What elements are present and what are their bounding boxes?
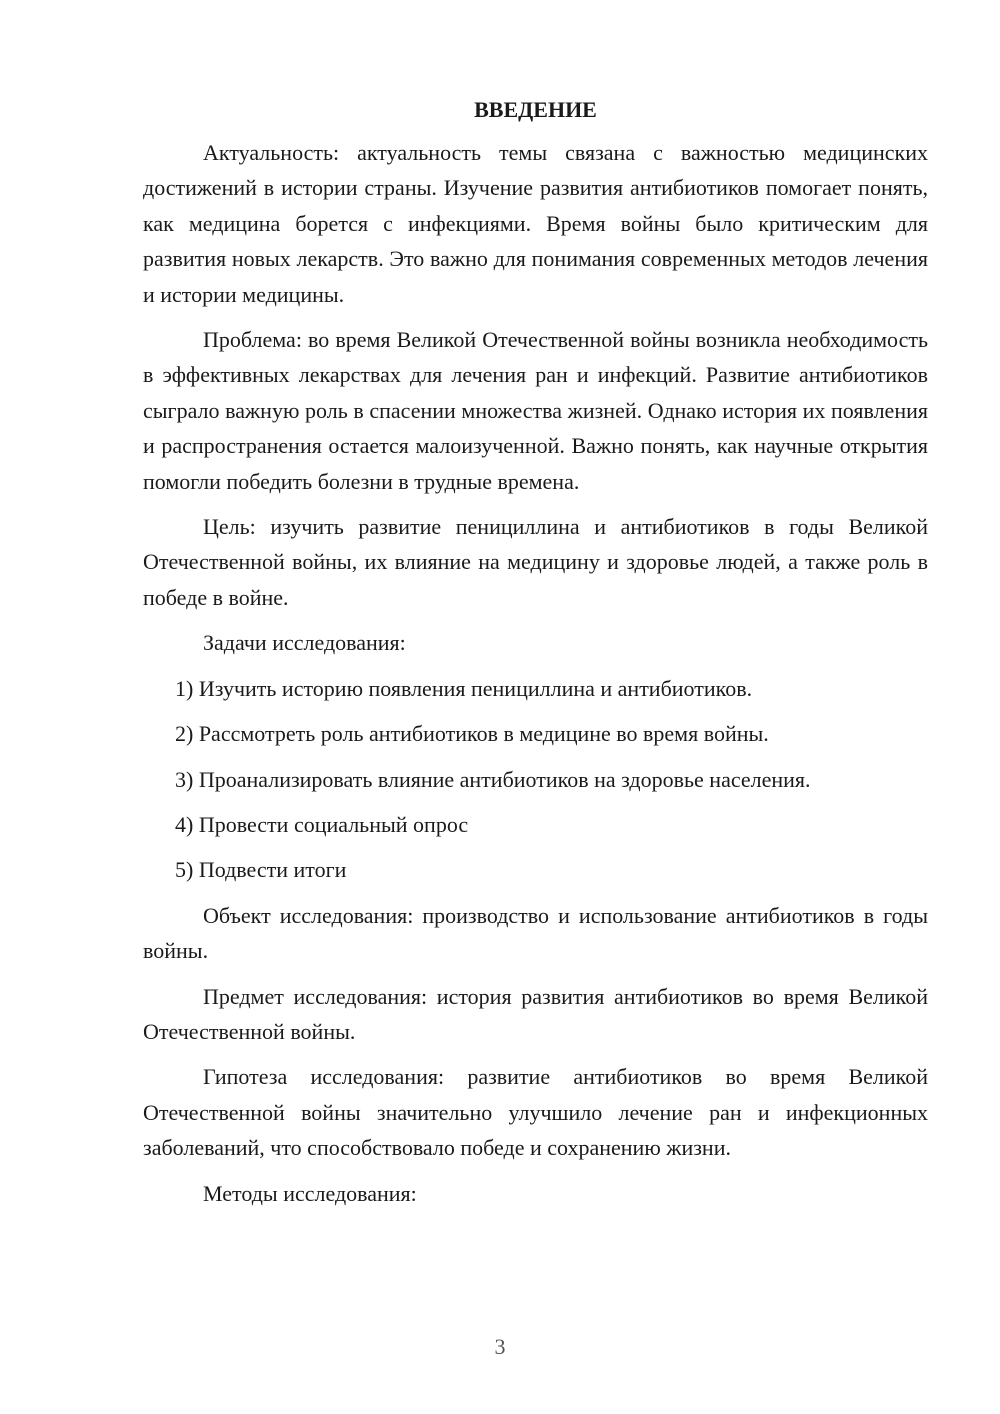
tasks-list xyxy=(143,671,928,888)
list-item: 1) Изучить историю появления пенициллина и антибиотиков. xyxy=(175,675,753,701)
page-title: ВВЕДЕНИЕ xyxy=(474,97,597,122)
list-item: 5) Подвести итоги xyxy=(175,857,347,883)
methods-heading: Методы исследования: xyxy=(203,1180,417,1206)
tasks-heading: Задачи исследования: xyxy=(203,630,406,656)
hypothesis-paragraph: Гипотеза исследования: развитие антибиотиков во время Великой Отечественной войны значительно улучшило лечение ран и инфекционных заболеваний, что способствовало победе и сохранению жизни. xyxy=(143,1064,928,1161)
goal-paragraph: Цель: изучить развитие пенициллина и антибиотиков в годы Великой Отечественной войны, их влияние на медицину и здоровье людей, а также роль в победе в войне. xyxy=(143,514,928,610)
list-item: 3) Проанализировать влияние антибиотиков на здоровье населения. xyxy=(175,766,811,792)
subject-paragraph: Предмет исследования: история развития антибиотиков во время Великой Отечественной войны. xyxy=(143,983,928,1044)
relevance-paragraph: Актуальность: актуальность темы связана с важностью медицинских достижений в истории страны. Изучение развития антибиотиков помогает понять, как медицина борется с инфекциями. Время войны было критическим для развития новых лекарств. Это важно для понимания современных методов лечения и истории медицины. xyxy=(143,140,928,307)
page-number: 3 xyxy=(494,1334,506,1359)
document-page xyxy=(143,92,928,1221)
list-item: 2) Рассмотреть роль антибиотиков в медицине во время войны. xyxy=(175,721,769,747)
list-item: 4) Провести социальный опрос xyxy=(175,811,469,837)
object-paragraph: Объект исследования: производство и использование антибиотиков в годы войны. xyxy=(143,902,928,964)
problem-paragraph: Проблема: во время Великой Отечественной войны возникла необходимость в эффективных лекарствах для лечения ран и инфекций. Развитие антибиотиков сыграло важную роль в спасении множества жизней. Однако история их появления и распространения остается малоизученной. Важно понять, как научные открытия помогли победить болезни в трудные времена. xyxy=(143,327,928,494)
